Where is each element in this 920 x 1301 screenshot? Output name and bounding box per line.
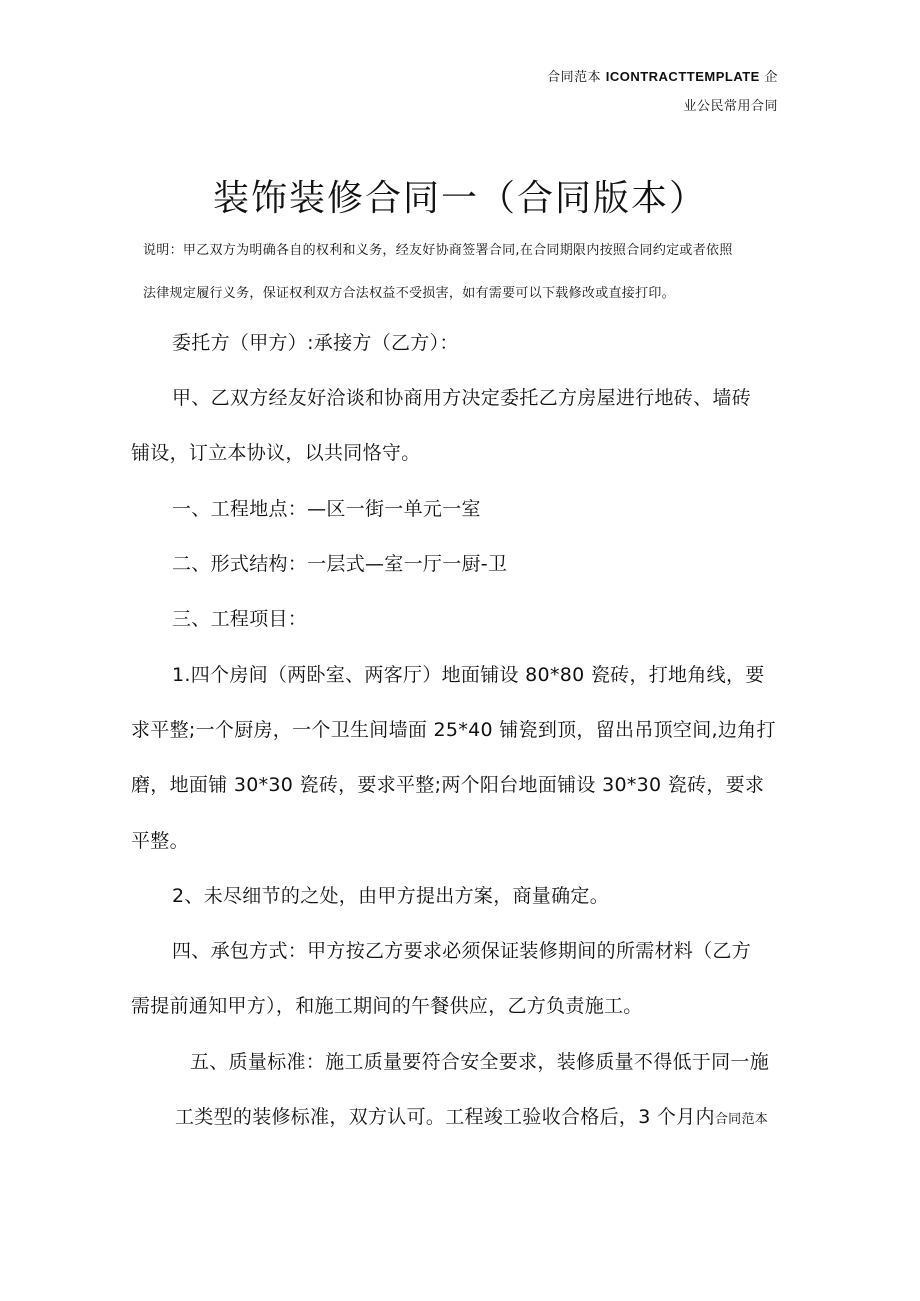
document-title: 装饰装修合同一（合同版本）	[212, 178, 707, 219]
clause-contract-method-line-2: 需提前通知甲方），和施工期间的午餐供应，乙方负责施工。	[131, 995, 643, 1017]
header-line-2: 业公民常用合同	[683, 99, 778, 114]
intro-line-2: 铺设，订立本协议，以共同恪守。	[131, 442, 421, 464]
header-prefix: 合同范本	[547, 70, 606, 85]
project-item-1-line-2: 求平整;一个厨房，一个卫生间墙面 25*40 铺瓷到顶，留出吊顶空间,边角打	[131, 719, 776, 741]
header-line-1	[547, 66, 778, 85]
footer-mark: 合同范本	[714, 1112, 769, 1127]
parties-line: 委托方（甲方）:承接方（乙方）：	[172, 332, 459, 354]
note-line-1: 说明：甲乙双方为明确各自的权利和义务，经友好协商签署合同,在合同期限内按照合同约定或者依照	[143, 243, 733, 258]
note-line-2: 法律规定履行义务，保证权利双方合法权益不受损害，如有需要可以下载修改或直接打印。	[143, 286, 676, 301]
clause-project-heading: 三、工程项目：	[172, 608, 308, 630]
intro-line-1: 甲、乙双方经友好洽谈和协商用方决定委托乙方房屋进行地砖、墙砖	[172, 387, 752, 409]
clause-quality-line-2-text: 工类型的装修标准，双方认可。工程竣工验收合格后，3 个月内	[175, 1106, 715, 1128]
clause-quality-line-2	[175, 1102, 768, 1129]
project-item-1-line-3: 磨，地面铺 30*30 瓷砖，要求平整;两个阳台地面铺设 30*30 瓷砖，要求	[131, 774, 765, 796]
project-item-2: 2、未尽细节的之处，由甲方提出方案，商量确定。	[172, 885, 609, 907]
header-brand: ICONTRACTTEMPLATE	[605, 69, 760, 84]
clause-contract-method-line-1: 四、承包方式：甲方按乙方要求必须保证装修期间的所需材料（乙方	[172, 940, 752, 962]
header-suffix: 企	[759, 70, 778, 85]
clause-structure: 二、形式结构：一层式—室一厅一厨-卫	[172, 553, 508, 575]
clause-quality-line-1: 五、质量标准：施工质量要符合安全要求，装修质量不得低于同一施	[190, 1051, 770, 1073]
project-item-1-line-1: 1.四个房间（两卧室、两客厅）地面铺设 80*80 瓷砖，打地角线，要	[172, 664, 765, 686]
project-item-1-line-4: 平整。	[131, 830, 189, 852]
clause-location: 一、工程地点：—区一街一单元一室	[172, 498, 481, 520]
